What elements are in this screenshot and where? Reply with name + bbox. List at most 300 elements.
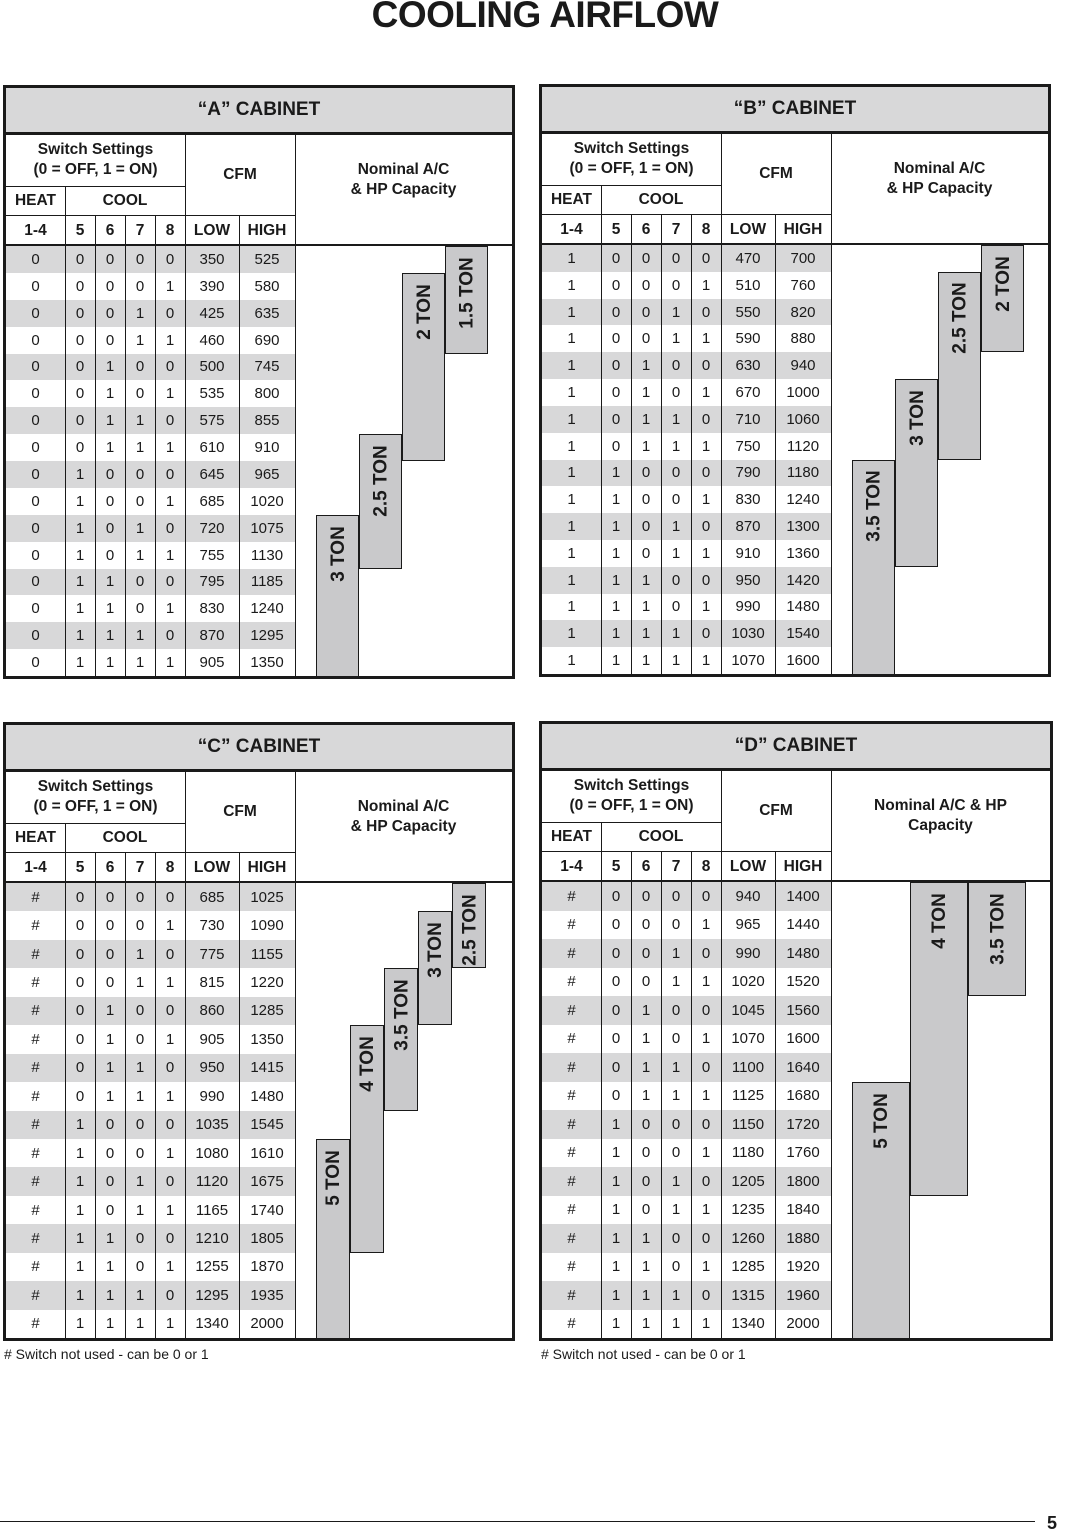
col-5-header: 5 <box>611 220 621 238</box>
switch-8-cell: 1 <box>701 544 711 562</box>
table-row <box>6 1111 295 1139</box>
col-7-header: 7 <box>135 221 145 239</box>
switch-8-cell: 0 <box>701 1058 711 1076</box>
cfm-low-cell: 905 <box>199 654 225 672</box>
tonnage-label: 3.5 TON <box>391 979 413 1051</box>
switch-7-cell: 1 <box>135 546 145 564</box>
switch-8-cell: 0 <box>701 1172 711 1190</box>
cfm-low-cell: 1125 <box>731 1087 765 1105</box>
table-row <box>6 246 295 273</box>
switch-1-4-cell: # <box>31 1229 40 1247</box>
switch-5-cell: 1 <box>75 546 85 564</box>
switch-6-cell: 0 <box>105 492 115 510</box>
tonnage-label: 2 TON <box>413 284 435 340</box>
switch-7-cell: 1 <box>135 1201 145 1219</box>
tonnage-label: 5 TON <box>322 1150 344 1206</box>
switch-1-4-cell: # <box>567 1172 576 1190</box>
switch-6-cell: 1 <box>641 625 651 643</box>
switch-7-cell: 1 <box>135 945 145 963</box>
capacity-header: Nominal A/C & HP Capacity <box>886 160 993 197</box>
switch-settings-title: Switch Settings <box>37 778 154 795</box>
cabinet-d-table <box>539 721 1053 1341</box>
switch-5-cell: 1 <box>75 519 85 537</box>
switch-7-cell: 1 <box>135 1087 145 1105</box>
cfm-low-cell: 1340 <box>195 1315 229 1333</box>
switch-6-cell: 1 <box>641 1229 651 1247</box>
switch-7-cell: 0 <box>671 1229 681 1247</box>
cfm-low-cell: 1340 <box>731 1315 765 1333</box>
tonnage-label: 5 TON <box>870 1092 892 1149</box>
table-row <box>6 569 295 596</box>
col-8-header: 8 <box>701 857 711 875</box>
switch-6-cell: 0 <box>641 330 651 348</box>
switch-6-cell: 0 <box>105 1173 115 1191</box>
switch-7-cell: 0 <box>671 276 681 294</box>
tonnage-label: 3.5 TON <box>863 470 885 542</box>
cfm-low-cell: 425 <box>199 304 225 322</box>
switch-1-4-cell: 1 <box>567 357 576 375</box>
switch-1-4-cell: 1 <box>567 330 576 348</box>
cfm-low-cell: 1150 <box>731 1115 765 1133</box>
switch-6-cell: 0 <box>105 546 115 564</box>
switch-5-cell: 1 <box>611 1286 621 1304</box>
cfm-high-cell: 635 <box>254 304 280 322</box>
switch-6-cell: 1 <box>105 1258 115 1276</box>
table-row <box>6 354 295 381</box>
switch-7-cell: 1 <box>135 412 145 430</box>
switch-6-cell: 1 <box>105 385 115 403</box>
switch-1-4-cell: 1 <box>567 544 576 562</box>
switch-8-cell: 1 <box>701 437 711 455</box>
table-row <box>542 594 831 621</box>
cfm-low-cell: 1315 <box>731 1286 765 1304</box>
switch-8-cell: 1 <box>165 331 175 349</box>
switch-8-cell: 1 <box>165 546 175 564</box>
cfm-low-cell: 1070 <box>731 652 765 670</box>
switch-6-cell: 1 <box>641 652 651 670</box>
switch-settings-title: Switch Settings <box>573 777 690 794</box>
switch-5-cell: 1 <box>75 1315 85 1333</box>
cfm-low-cell: 940 <box>735 887 761 905</box>
switch-6-cell: 0 <box>641 249 651 267</box>
table-row <box>542 299 831 326</box>
cfm-low-cell: 1070 <box>731 1030 765 1048</box>
switch-8-cell: 0 <box>165 465 175 483</box>
switch-5-cell: 0 <box>75 974 85 992</box>
cfm-low-cell: 990 <box>735 598 761 616</box>
switch-1-4-cell: # <box>567 1258 576 1276</box>
switch-8-cell: 1 <box>701 1315 711 1333</box>
cool-header: COOL <box>102 191 148 209</box>
cfm-high-cell: 1740 <box>250 1201 284 1219</box>
switch-7-cell: 0 <box>671 1144 681 1162</box>
switch-7-cell: 0 <box>135 358 145 376</box>
switch-8-cell: 0 <box>165 945 175 963</box>
cfm-high-cell: 1760 <box>786 1144 820 1162</box>
switch-7-cell: 1 <box>135 974 145 992</box>
table-row <box>6 300 295 327</box>
switch-5-cell: 0 <box>75 412 85 430</box>
switch-8-cell: 1 <box>165 917 175 935</box>
switch-8-cell: 1 <box>701 598 711 616</box>
switch-7-cell: 1 <box>135 1315 145 1333</box>
cfm-high-cell: 1350 <box>250 1030 284 1048</box>
table-row <box>542 1196 831 1225</box>
switch-1-4-cell: # <box>31 1002 40 1020</box>
col-6-header: 6 <box>641 220 651 238</box>
cfm-low-cell: 1210 <box>195 1229 229 1247</box>
cfm-low-cell: 470 <box>735 249 761 267</box>
cabinet-title: “A” CABINET <box>6 88 512 134</box>
switch-7-cell: 1 <box>671 437 681 455</box>
tonnage-label: 4 TON <box>928 893 950 949</box>
page-number: 5 <box>1047 1513 1058 1533</box>
switch-settings-header <box>542 133 721 185</box>
switch-1-4-cell: # <box>31 945 40 963</box>
switch-7-cell: 1 <box>671 1058 681 1076</box>
table-row <box>6 1054 295 1082</box>
cfm-high-cell: 1090 <box>250 917 284 935</box>
switch-1-4-cell: # <box>567 1144 576 1162</box>
switch-settings-title: Switch Settings <box>573 140 690 157</box>
switch-7-cell: 0 <box>135 465 145 483</box>
switch-1-4-cell: # <box>31 1087 40 1105</box>
cfm-low-cell: 755 <box>199 546 225 564</box>
table-row <box>6 461 295 488</box>
cfm-low-cell: 950 <box>735 571 761 589</box>
switch-legend: (0 = OFF, 1 = ON) <box>33 161 158 178</box>
switch-6-cell: 1 <box>105 654 115 672</box>
switch-7-cell: 0 <box>671 1115 681 1133</box>
switch-8-cell: 0 <box>165 1116 175 1134</box>
cfm-high-cell: 2000 <box>250 1315 284 1333</box>
table-row <box>542 1139 831 1168</box>
switch-1-4-cell: 1 <box>567 491 576 509</box>
switch-6-cell: 1 <box>105 1087 115 1105</box>
switch-5-cell: 0 <box>75 1087 85 1105</box>
switch-5-cell: 0 <box>611 303 621 321</box>
switch-7-cell: 1 <box>671 1286 681 1304</box>
switch-6-cell: 0 <box>105 1144 115 1162</box>
cfm-high-cell: 1935 <box>250 1286 284 1304</box>
switch-settings-header <box>6 134 185 186</box>
switch-8-cell: 0 <box>701 887 711 905</box>
cfm-low-header: LOW <box>193 858 231 876</box>
cfm-high-cell: 1520 <box>786 973 820 991</box>
switch-8-cell: 1 <box>165 385 175 403</box>
switch-5-cell: 0 <box>611 1087 621 1105</box>
cfm-high-cell: 880 <box>790 330 816 348</box>
switch-5-cell: 0 <box>75 1030 85 1048</box>
switch-7-cell: 0 <box>135 917 145 935</box>
switch-6-cell: 1 <box>105 439 115 457</box>
cfm-high-cell: 1155 <box>250 945 284 963</box>
switch-6-cell: 0 <box>641 544 651 562</box>
switch-6-cell: 1 <box>105 627 115 645</box>
switch-7-cell: 1 <box>135 519 145 537</box>
cfm-low-cell: 795 <box>199 573 225 591</box>
switch-7-cell: 0 <box>671 383 681 401</box>
table-row <box>6 1025 295 1053</box>
switch-7-cell: 0 <box>135 1229 145 1247</box>
tonnage-label: 3 TON <box>327 525 349 582</box>
switch-8-cell: 1 <box>165 1087 175 1105</box>
cfm-high-cell: 1060 <box>786 410 820 428</box>
col-1-4-header: 1-4 <box>560 857 583 875</box>
cfm-low-cell: 1165 <box>195 1201 229 1219</box>
switch-5-cell: 1 <box>611 518 621 536</box>
switch-1-4-cell: 0 <box>31 546 40 564</box>
switch-1-4-cell: 0 <box>31 358 40 376</box>
switch-8-cell: 1 <box>701 652 711 670</box>
switch-8-cell: 0 <box>701 518 711 536</box>
switch-8-cell: 1 <box>701 276 711 294</box>
table-row <box>542 379 831 406</box>
switch-5-cell: 1 <box>611 625 621 643</box>
footnote-c: # Switch not used - can be 0 or 1 <box>4 1346 209 1362</box>
switch-5-cell: 0 <box>611 916 621 934</box>
switch-1-4-cell: # <box>567 1201 576 1219</box>
tonnage-bar-3-ton <box>418 911 452 1025</box>
footer-rule <box>0 1521 1035 1522</box>
switch-7-cell: 0 <box>671 571 681 589</box>
table-row <box>6 940 295 968</box>
col-6-header: 6 <box>105 858 115 876</box>
cfm-low-cell: 965 <box>735 916 761 934</box>
table-row <box>6 968 295 996</box>
cfm-low-cell: 1100 <box>731 1058 765 1076</box>
cfm-high-cell: 580 <box>254 277 280 295</box>
switch-6-cell: 0 <box>641 518 651 536</box>
cfm-low-cell: 630 <box>735 357 761 375</box>
switch-7-cell: 0 <box>671 491 681 509</box>
switch-7-cell: 0 <box>671 1030 681 1048</box>
cfm-low-cell: 685 <box>199 492 225 510</box>
cfm-low-cell: 860 <box>199 1002 225 1020</box>
switch-5-cell: 1 <box>75 600 85 618</box>
switch-8-cell: 0 <box>165 627 175 645</box>
switch-5-cell: 0 <box>611 1058 621 1076</box>
switch-8-cell: 1 <box>701 491 711 509</box>
cfm-high-cell: 1540 <box>786 625 820 643</box>
switch-1-4-cell: # <box>567 1315 576 1333</box>
heat-header: HEAT <box>550 827 593 845</box>
switch-5-cell: 0 <box>75 304 85 322</box>
cfm-low-header: LOW <box>729 857 767 875</box>
switch-7-cell: 1 <box>671 973 681 991</box>
cfm-low-cell: 670 <box>735 383 761 401</box>
table-row <box>542 939 831 968</box>
switch-8-cell: 1 <box>165 439 175 457</box>
switch-1-4-cell: # <box>567 1001 576 1019</box>
switch-5-cell: 1 <box>611 1144 621 1162</box>
switch-7-cell: 1 <box>135 654 145 672</box>
cfm-low-cell: 1020 <box>731 973 765 991</box>
cfm-low-cell: 790 <box>735 464 761 482</box>
switch-6-cell: 1 <box>105 1315 115 1333</box>
cfm-low-cell: 990 <box>199 1087 225 1105</box>
switch-8-cell: 0 <box>165 1059 175 1077</box>
switch-5-cell: 1 <box>75 465 85 483</box>
table-row <box>542 1025 831 1054</box>
switch-6-cell: 0 <box>105 974 115 992</box>
col-5-header: 5 <box>75 221 85 239</box>
cfm-low-cell: 1080 <box>195 1144 229 1162</box>
cfm-high-cell: 1420 <box>786 571 820 589</box>
table-row <box>6 1310 295 1338</box>
switch-1-4-cell: # <box>31 1030 40 1048</box>
switch-5-cell: 0 <box>75 945 85 963</box>
switch-1-4-cell: 1 <box>567 571 576 589</box>
switch-7-cell: 1 <box>671 1315 681 1333</box>
switch-7-cell: 0 <box>135 600 145 618</box>
heat-header: HEAT <box>14 191 57 209</box>
cfm-low-cell: 535 <box>199 385 225 403</box>
tonnage-bar-3-ton <box>895 379 938 567</box>
switch-6-cell: 0 <box>105 945 115 963</box>
switch-6-cell: 1 <box>641 410 651 428</box>
switch-1-4-cell: # <box>567 1030 576 1048</box>
switch-6-cell: 0 <box>105 888 115 906</box>
switch-8-cell: 0 <box>165 888 175 906</box>
cfm-high-cell: 1350 <box>250 654 284 672</box>
switch-6-cell: 0 <box>105 277 115 295</box>
switch-7-cell: 1 <box>671 410 681 428</box>
tonnage-label: 2 TON <box>992 256 1014 312</box>
cfm-high-cell: 1360 <box>786 544 820 562</box>
tonnage-bar-4-ton <box>910 882 968 1196</box>
table-row <box>6 883 295 911</box>
tonnage-label: 2.5 TON <box>459 893 481 966</box>
cfm-high-cell: 1400 <box>786 887 820 905</box>
switch-5-cell: 0 <box>75 277 85 295</box>
switch-5-cell: 1 <box>611 1258 621 1276</box>
switch-1-4-cell: 0 <box>31 627 40 645</box>
table-row <box>542 911 831 940</box>
cfm-high-cell: 1840 <box>786 1201 820 1219</box>
table-row <box>6 649 295 676</box>
table-row <box>542 272 831 299</box>
switch-6-cell: 0 <box>105 1201 115 1219</box>
switch-8-cell: 1 <box>165 277 175 295</box>
cfm-low-cell: 1030 <box>731 625 765 643</box>
switch-6-cell: 0 <box>105 519 115 537</box>
tonnage-bar-2-5-ton <box>938 272 981 460</box>
cfm-low-cell: 730 <box>199 917 225 935</box>
switch-5-cell: 1 <box>611 652 621 670</box>
switch-6-cell: 1 <box>641 383 651 401</box>
switch-7-cell: 1 <box>671 625 681 643</box>
switch-6-cell: 1 <box>105 1002 115 1020</box>
switch-5-cell: 0 <box>75 1059 85 1077</box>
cfm-high-cell: 1295 <box>250 627 284 645</box>
tonnage-label: 2.5 TON <box>949 282 971 355</box>
switch-8-cell: 0 <box>165 1173 175 1191</box>
switch-6-cell: 0 <box>105 304 115 322</box>
cabinet-title: “C” CABINET <box>6 725 512 771</box>
switch-8-cell: 0 <box>701 1115 711 1133</box>
cfm-high-header: HIGH <box>247 858 287 876</box>
switch-7-cell: 1 <box>135 331 145 349</box>
switch-1-4-cell: 0 <box>31 600 40 618</box>
switch-6-cell: 1 <box>105 1059 115 1077</box>
switch-8-cell: 1 <box>165 654 175 672</box>
switch-1-4-cell: 1 <box>567 518 576 536</box>
switch-1-4-cell: 1 <box>567 303 576 321</box>
col-8-header: 8 <box>701 220 711 238</box>
cfm-low-cell: 1255 <box>195 1258 229 1276</box>
table-row <box>6 622 295 649</box>
switch-6-cell: 0 <box>641 916 651 934</box>
switch-8-cell: 1 <box>701 973 711 991</box>
switch-6-cell: 0 <box>105 250 115 268</box>
switch-5-cell: 0 <box>611 276 621 294</box>
cfm-low-cell: 720 <box>199 519 225 537</box>
cfm-low-cell: 350 <box>199 250 225 268</box>
switch-8-cell: 1 <box>165 600 175 618</box>
cfm-low-cell: 815 <box>199 974 225 992</box>
table-row <box>6 1253 295 1281</box>
tonnage-label: 2.5 TON <box>370 444 392 517</box>
cfm-low-cell: 775 <box>199 945 225 963</box>
switch-7-cell: 0 <box>671 598 681 616</box>
switch-8-cell: 0 <box>165 358 175 376</box>
switch-5-cell: 1 <box>75 573 85 591</box>
switch-6-cell: 1 <box>641 598 651 616</box>
switch-7-cell: 1 <box>671 1201 681 1219</box>
switch-1-4-cell: 0 <box>31 519 40 537</box>
cfm-high-cell: 1300 <box>786 518 820 536</box>
switch-7-cell: 0 <box>135 573 145 591</box>
switch-7-cell: 0 <box>135 1144 145 1162</box>
col-6-header: 6 <box>105 221 115 239</box>
switch-5-cell: 0 <box>75 250 85 268</box>
col-7-header: 7 <box>671 857 681 875</box>
switch-5-cell: 1 <box>75 1229 85 1247</box>
switch-5-cell: 1 <box>75 1144 85 1162</box>
cfm-high-cell: 1180 <box>786 464 820 482</box>
cfm-high-cell: 1185 <box>250 573 284 591</box>
switch-7-cell: 0 <box>671 464 681 482</box>
switch-5-cell: 1 <box>75 627 85 645</box>
switch-8-cell: 0 <box>701 357 711 375</box>
switch-1-4-cell: 1 <box>567 652 576 670</box>
switch-6-cell: 0 <box>641 491 651 509</box>
switch-8-cell: 0 <box>701 249 711 267</box>
switch-8-cell: 1 <box>165 1315 175 1333</box>
switch-1-4-cell: 1 <box>567 383 576 401</box>
switch-1-4-cell: 0 <box>31 439 40 457</box>
cfm-high-cell: 1960 <box>786 1286 820 1304</box>
tonnage-bar-5-ton <box>316 1139 350 1338</box>
switch-1-4-cell: # <box>31 1201 40 1219</box>
table-row <box>6 407 295 434</box>
footnote-d: # Switch not used - can be 0 or 1 <box>541 1346 746 1362</box>
switch-5-cell: 1 <box>611 1115 621 1133</box>
switch-6-cell: 0 <box>641 276 651 294</box>
capacity-header: Nominal A/C & HP Capacity <box>874 797 1007 834</box>
cfm-high-cell: 1880 <box>786 1229 820 1247</box>
switch-5-cell: 0 <box>75 1002 85 1020</box>
col-1-4-header: 1-4 <box>560 220 583 238</box>
table-row <box>542 620 831 647</box>
cfm-high-header: HIGH <box>783 857 823 875</box>
cfm-low-cell: 870 <box>735 518 761 536</box>
switch-8-cell: 1 <box>165 1030 175 1048</box>
cfm-high-cell: 910 <box>254 439 280 457</box>
cfm-high-cell: 1120 <box>786 437 820 455</box>
switch-1-4-cell: 1 <box>567 249 576 267</box>
